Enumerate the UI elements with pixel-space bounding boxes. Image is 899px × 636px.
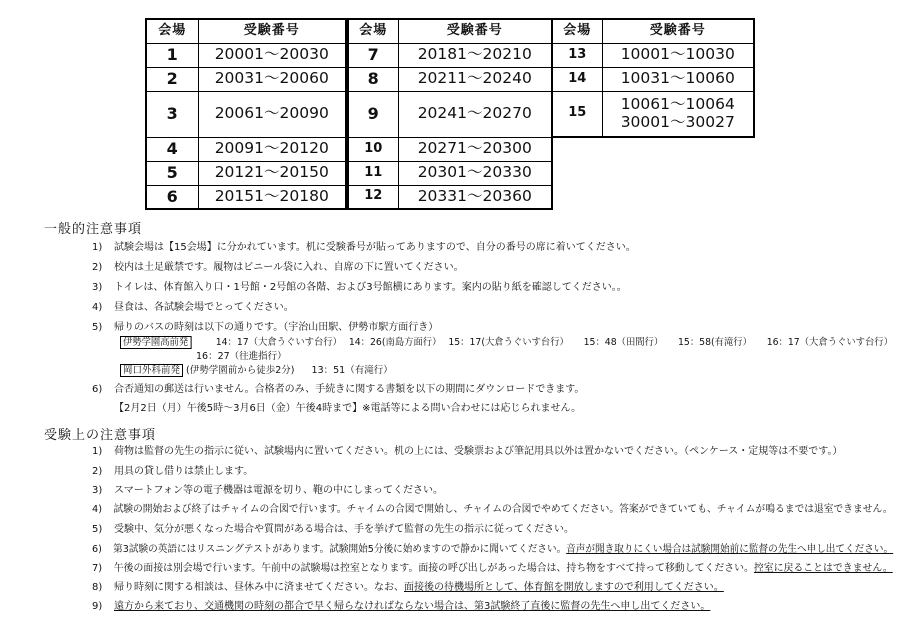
exam-number-range: 20001～20030 (198, 43, 346, 67)
exam-number-range: 20151～20180 (198, 185, 346, 209)
hall-number: 13 (552, 43, 602, 67)
item-number: 6) (92, 384, 103, 395)
item-number: 5) (92, 524, 103, 535)
general-note-item (92, 278, 627, 293)
bus-times-row-1b (196, 348, 287, 362)
item-text: 午後の面接は別会場で行います。午前中の試験場は控室となります。面接の呼び出しがあった場合は、持ち物をすべて持って移動してください。 (113, 563, 754, 574)
exam-number-range (602, 91, 754, 137)
general-note-item (92, 238, 636, 253)
bus-time: 14：17（大倉うぐいす台行） (215, 337, 342, 348)
item-text: 受験中、気分が悪くなった場合や質問がある場合は、手を挙げて監督の先生の指示に従ってください。 (114, 524, 574, 535)
item-text: 校内は土足厳禁です。履物はビニール袋に入れ、自席の下に置いてください。 (114, 262, 464, 273)
item-number: 3) (92, 282, 103, 293)
exam-number-range: 10031～10060 (602, 67, 754, 91)
item-text: 試験の開始および終了はチャイムの合図で行います。チャイムの合図で開始し、チャイムの合図でやめてください。答案ができていても、チャイムが鳴るまでは退室できません。 (113, 504, 893, 515)
item-text: 第3試験の英語にはリスニングテストがあります。試験開始5分後に始めますので静かに聞いてください。 (113, 544, 567, 555)
exam-note-item (92, 442, 843, 457)
exam-note-item (92, 559, 893, 574)
exam-number-range: 10001～10030 (602, 43, 754, 67)
header-hall: 会場 (146, 19, 198, 43)
bus-time: 15：48（田間行） (583, 337, 664, 348)
room-table-1 (145, 18, 347, 210)
general-notes-title: 一般的注意事項 (44, 222, 143, 237)
item-text: スマートフォン等の電子機器は電源を切り、鞄の中にしまってください。 (114, 485, 443, 496)
item-number: 4) (92, 504, 103, 515)
hall-number: 3 (146, 91, 198, 137)
exam-number-range: 20241～20270 (398, 91, 552, 137)
item-text: 帰りのバスの時刻は以下の通りです。（宇治山田駅、伊勢市駅方面行き） (114, 322, 439, 333)
hall-number: 11 (348, 161, 398, 185)
exam-number-range: 20331～20360 (398, 185, 552, 209)
exam-note-item (92, 578, 724, 593)
hall-number: 5 (146, 161, 198, 185)
bus-time: 15：58(有滝行） (678, 337, 752, 348)
hall-number: 14 (552, 67, 602, 91)
general-note-item (92, 298, 294, 313)
header-hall: 会場 (348, 19, 398, 43)
item-text: 合否通知の郵送は行いません。合格者のみ、手続きに関する書類を以下の期間にダウンロードできます。 (114, 384, 585, 395)
exam-number-range: 20181～20210 (398, 43, 552, 67)
item-number: 1) (92, 242, 103, 253)
hall-number: 15 (552, 91, 602, 137)
item-number: 3) (92, 485, 103, 496)
item-number: 9) (92, 601, 103, 612)
bus-stop-name: 伊勢学園高前発 (120, 336, 191, 349)
exam-number-range: 20061～20090 (198, 91, 346, 137)
exam-note-item (92, 520, 574, 535)
bus-time: 16：27（往進指行） (196, 351, 287, 362)
exam-number-range: 20211～20240 (398, 67, 552, 91)
exam-notes-title: 受験上の注意事項 (44, 428, 157, 443)
exam-note-item (92, 500, 893, 515)
header-exam-number: 受験番号 (602, 19, 754, 43)
bus-times-row-2 (120, 362, 393, 376)
exam-number-range: 20121～20150 (198, 161, 346, 185)
item-number: 2) (92, 466, 103, 477)
bus-time: 14：26(南島方面行） (348, 337, 442, 348)
hall-number: 8 (348, 67, 398, 91)
item-text-underlined: 音声が聞き取りにくい場合は試験開始前に監督の先生へ申し出てください。 (566, 544, 894, 555)
general-note-item (92, 380, 584, 395)
exam-number-range: 20091～20120 (198, 137, 346, 161)
header-exam-number: 受験番号 (398, 19, 552, 43)
bus-stop-note: (伊勢学園前から徒歩2分) (186, 365, 295, 376)
item-number: 6) (92, 544, 102, 555)
general-note-item (92, 318, 438, 333)
item-text: 帰り時刻に関する相談は、昼休み中に済ませてください。なお、 (114, 582, 404, 593)
header-exam-number: 受験番号 (198, 19, 346, 43)
item-text: 荷物は監督の先生の指示に従い、試験場内に置いてください。机の上には、受験票および筆記用具以外は置かないでください。（ペンケース・定規等は不要です。） (114, 446, 843, 457)
hall-number: 4 (146, 137, 198, 161)
bus-time: 15：17(大倉うぐいす台行） (448, 337, 569, 348)
hall-number: 6 (146, 185, 198, 209)
hall-number: 9 (348, 91, 398, 137)
exam-number-range: 20301～20330 (398, 161, 552, 185)
item-text-underlined: 遠方から来ており、交通機関の時刻の都合で早く帰らなければならない場合は、第3試験終了直後に監督の先生へ申し出てください。 (114, 601, 711, 612)
item-number: 4) (92, 302, 103, 313)
hall-number: 12 (348, 185, 398, 209)
exam-number-range-line: 10061～10064 (620, 94, 735, 113)
exam-number-range: 20271～20300 (398, 137, 552, 161)
hall-number: 1 (146, 43, 198, 67)
hall-number: 7 (348, 43, 398, 67)
exam-note-item (92, 597, 710, 612)
bus-times-row-1 (120, 334, 893, 348)
exam-note-item (92, 481, 443, 496)
exam-note-item (92, 540, 893, 555)
item-number: 2) (92, 262, 103, 273)
exam-note-item (92, 462, 253, 477)
item-number: 7) (92, 563, 103, 574)
item-number: 1) (92, 446, 103, 457)
header-hall: 会場 (552, 19, 602, 43)
download-period: 【2月2日（月）午後5時～3月6日（金）午後4時まで】※電話等による問い合わせには応じられません。 (114, 403, 582, 414)
room-table-3 (551, 18, 755, 138)
general-note-item (92, 258, 464, 273)
bus-time: 13：51（有滝行） (311, 365, 393, 376)
item-number: 8) (92, 582, 103, 593)
exam-number-range-line: 30001～30027 (620, 112, 735, 131)
item-text: 用具の貸し借りは禁止します。 (114, 466, 254, 477)
item-number: 5) (92, 322, 103, 333)
item-text-underlined: 控室に戻ることはできません。 (753, 563, 893, 574)
item-text: トイレは、体育館入り口・1号館・2号館の各階、および3号館横にあります。案内の貼り紙を確認してください。。 (114, 282, 627, 293)
bus-time: 16：17（大倉うぐいす台行） (766, 337, 893, 348)
item-text: 昼食は、各試験会場でとってください。 (114, 302, 294, 313)
exam-number-range: 20031～20060 (198, 67, 346, 91)
item-text: 試験会場は【15会場】に分かれています。机に受験番号が貼ってありますので、自分の番号の席に着いてください。 (114, 242, 636, 253)
item-text-underlined: 面接後の待機場所として、体育館を開放しますので利用してください。 (404, 582, 724, 593)
room-table-2 (347, 18, 553, 210)
hall-number: 10 (348, 137, 398, 161)
bus-stop-name: 岡口外科前発 (120, 364, 183, 377)
hall-number: 2 (146, 67, 198, 91)
